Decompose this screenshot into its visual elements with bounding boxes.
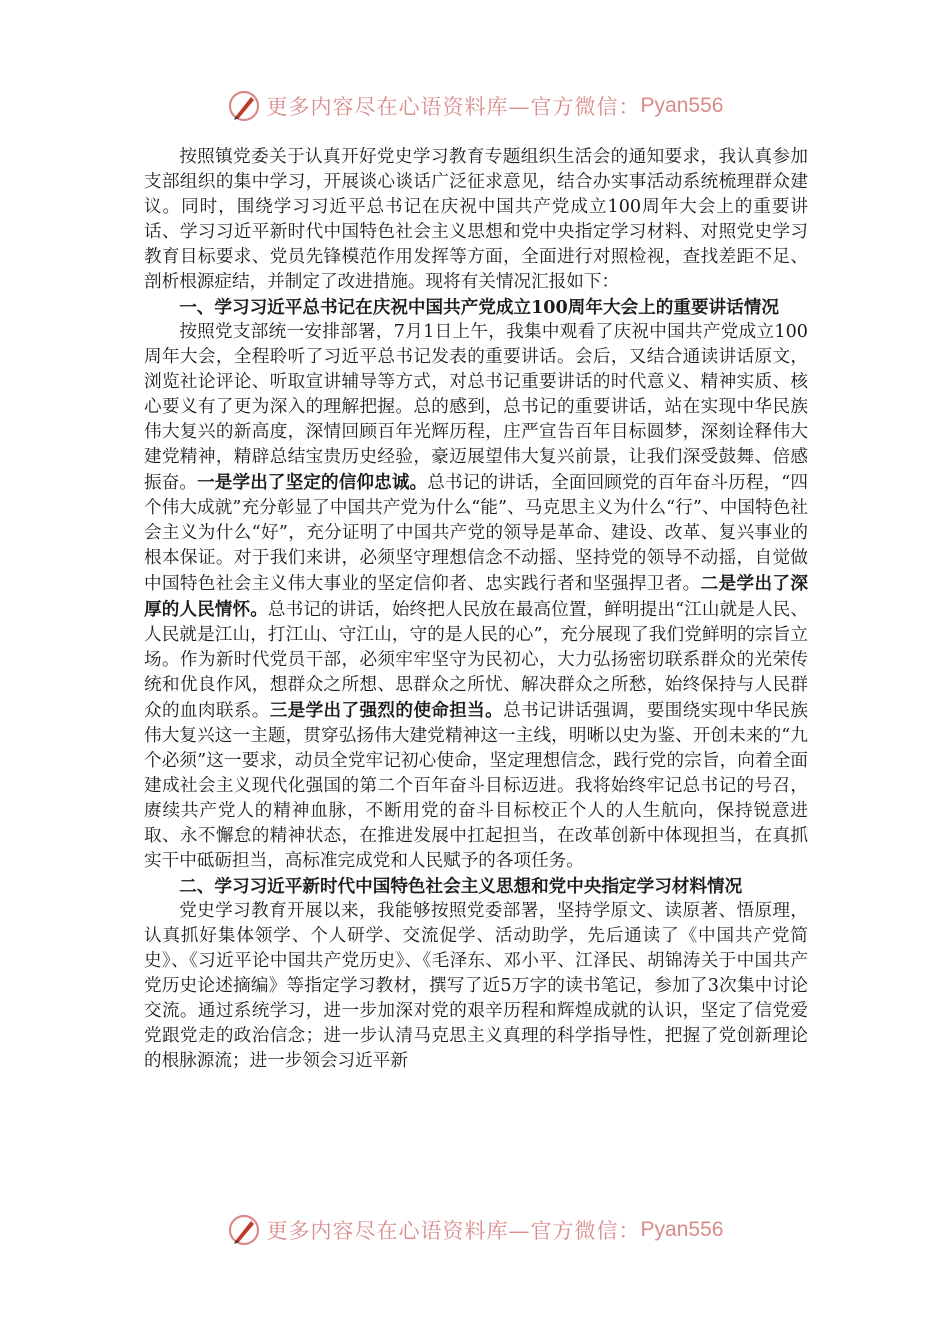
intro-paragraph: 按照镇党委关于认真开好党史学习教育专题组织生活会的通知要求，我认真参加支部组织的集中学习，开展谈心谈话广泛征求意见，结合办实事活动系统梳理群众建议。同时，围绕学习习近平总书记在庆祝中国共产党成立100周年大会上的重要讲话、学习习近平新时代中国特色社会主义思想和党中央指定学习材料、对照党史学习教育目标要求、党员先锋模范作用发挥等方面，全面进行对照检视，查找差距不足、剖析根源症结，并制定了改进措施。现将有关情况汇报如下： xyxy=(144,147,808,292)
pen-logo-icon xyxy=(227,89,261,123)
s1-point-1: 一是学出了坚定的信仰忠诚。 xyxy=(197,472,428,493)
s1-text-1: 按照党支部统一安排部署，7月1日上午，我集中观看了庆祝中国共产党成立100周年大会，全程聆听了习近平总书记发表的重要讲话。会后，又结合通读讲话原文，浏览社论评论、听取宣讲辅导等方式，对总书记重要讲话的时代意义、精神实质、核心要义有了更为深入的理解把握。总的感到，总书记的重要讲话，站在实现中华民族伟大复兴的新高度，深情回顾百年光辉历程，庄严宣告百年目标圆梦，深刻诠释伟大建党精神，精辟总结宝贵历史经验，豪迈展望伟大复兴前景，让我们深受鼓舞、倍感振奋。 xyxy=(144,322,808,493)
s1-point-3: 三是学出了强烈的使命担当。 xyxy=(269,700,504,721)
banner-text: 更多内容尽在心语资料库—官方微信： xyxy=(266,95,641,119)
section-2-paragraph: 党史学习教育开展以来，我能够按照党委部署，坚持学原文、读原著、悟原理，认真抓好集体领学、个人研学、交流促学、活动助学，先后通读了《中国共产党简史》、《习近平论中国共产党历史》、《毛泽东、邓小平、江泽民、胡锦涛关于中国共产党历史论述摘编》等指定学习教材，撰写了近5万字的读书笔记，参加了3次集中讨论交流。通过系统学习，进一步加深对党的艰辛历程和辉煌成就的认识，坚定了信党爱党跟党走的政治信念；进一步认清马克思主义真理的科学指导性，把握了党创新理论的根脉源流；进一步领会习近平新 xyxy=(144,901,808,1071)
banner-handle: Pyan556 xyxy=(640,1218,724,1241)
banner-handle: Pyan556 xyxy=(640,94,724,117)
header-banner xyxy=(0,84,950,128)
s1-point-2: 二是学出了深厚的人民情怀。 xyxy=(144,573,808,620)
pen-logo-icon xyxy=(227,1213,261,1247)
footer-banner xyxy=(0,1208,950,1252)
banner-text: 更多内容尽在心语资料库—官方微信： xyxy=(266,1219,641,1243)
s1-text-3: 总书记的讲话，始终把人民放在最高位置，鲜明提出“江山就是人民、人民就是江山，打江山、守江山，守的是人民的心”，充分展现了我们党鲜明的宗旨立场。作为新时代党员干部，必须牢牢坚守为民初心，大力弘扬密切联系群众的光荣传统和优良作风，想群众之所想、思群众之所忧、解决群众之所愁，始终保持与人民群众的血肉联系。 xyxy=(144,600,808,721)
s1-text-4: 总书记讲话强调，要围绕实现中华民族伟大复兴这一主题，贯穿弘扬伟大建党精神这一主线，明晰以史为鉴、开创未来的“九个必须”这一要求，动员全党牢记初心使命，坚定理想信念，践行党的宗旨，向着全面建成社会主义现代化强国的第二个百年奋斗目标迈进。我将始终牢记总书记的号召，赓续共产党人的精神血脉，不断用党的奋斗目标校正个人的人生航向，保持锐意进取、永不懈怠的精神状态，在推进发展中扛起担当，在改革创新中体现担当，在真抓实干中砥砺担当，高标准完成党和人民赋予的各项任务。 xyxy=(144,701,808,871)
document-body xyxy=(144,145,808,1074)
section-heading-1: 一、学习习近平总书记在庆祝中国共产党成立100周年大会上的重要讲话情况 xyxy=(179,297,779,318)
section-heading-2: 二、学习习近平新时代中国特色社会主义思想和党中央指定学习材料情况 xyxy=(179,876,743,897)
s1-text-2: 总书记的讲话，全面回顾党的百年奋斗历程，“四个伟大成就”充分彰显了中国共产党为什么“能”、马克思主义为什么“行”、中国特色社会主义为什么“好”，充分证明了中国共产党的领导是革命、建设、改革、复兴事业的根本保证。对于我们来讲，必须坚守理想信念不动摇、坚持党的领导不动摇，自觉做中国特色社会主义伟大事业的坚定信仰者、忠实践行者和坚强捍卫者。 xyxy=(144,473,808,594)
section-1-paragraph xyxy=(144,320,808,874)
